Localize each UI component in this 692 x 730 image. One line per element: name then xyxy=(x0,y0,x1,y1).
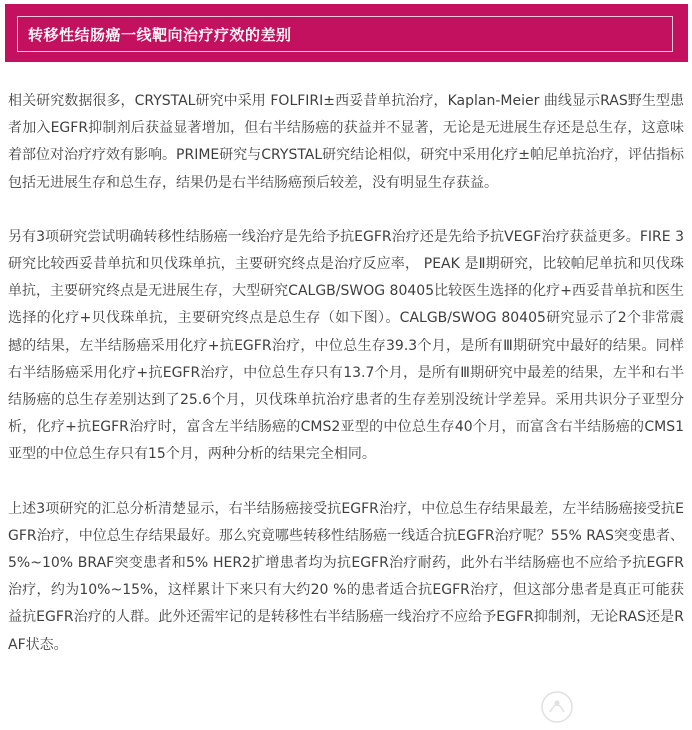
paragraph-3: 上述3项研究的汇总分析清楚显示，右半结肠癌接受抗EGFR治疗，中位总生存结果最差，左半结肠癌接受抗EGFR治疗，中位总生存结果最好。那么究竟哪些转移性结肠癌一线适合抗EGFR治疗呢？55% RAS突变患者、5%~10% BRAF突变患者和5% HER2扩增患者均为抗EGFR治疗耐药，此外右半结肠癌也不应给予抗EGFR治疗，约为10%~15%，这样累计下来只有大约20 %的患者适合抗EGFR治疗，但这部分患者是真正可能获益抗EGFR治疗的人群。此外还需牢记的是转移性右半结肠癌一线治疗不应给予EGFR抑制剂，无论RAS还是RAF状态。 xyxy=(8,500,684,653)
logo-watermark-icon xyxy=(540,690,574,724)
section-title: 转移性结肠癌一线靶向治疗疗效的差别 xyxy=(28,25,292,44)
section-header-frame xyxy=(17,16,673,52)
paragraph-1: 相关研究数据很多，CRYSTAL研究中采用 FOLFIRI±西妥昔单抗治疗，Kaplan-Meier 曲线显示RAS野生型患者加入EGFR抑制剂后获益显著增加，但右半结肠癌的获益并不显著，无论是无进展生存还是总生存，这意味着部位对治疗疗效有影响。PRIME研究与CRYSTAL研究结论相似，研究中采用化疗±帕尼单抗治疗，评估指标包括无进展生存和总生存，结果仍是右半结肠癌预后较差，没有明显生存获益。 xyxy=(8,93,684,191)
article-body xyxy=(8,88,684,686)
paragraph-2: 另有3项研究尝试明确转移性结肠癌一线治疗是先给予抗EGFR治疗还是先给予抗VEGF治疗获益更多。FIRE 3研究比较西妥昔单抗和贝伐珠单抗，主要研究终点是治疗反应率， PEAK 是Ⅱ期研究，比较帕尼单抗和贝伐珠单抗，主要研究终点是无进展生存，大型研究CALGB/SWOG 80405比较医生选择的化疗+西妥昔单抗和医生选择的化疗+贝伐珠单抗，主要研究终点是总生存（如下图）。CALGB/SWOG 80405研究显示了2个非常震撼的结果，左半结肠癌采用化疗+抗EGFR治疗，中位总生存39.3个月，是所有Ⅲ期研究中最好的结果。同样右半结肠癌采用化疗+抗EGFR治疗，中位总生存只有13.7个月，是所有Ⅲ期研究中最差的结果，左半和右半结肠癌的总生存差别达到了25.6个月，贝伐珠单抗治疗患者的生存差别没统计学差异。采用共识分子亚型分析，化疗+抗EGFR治疗时，富含左半结肠癌的CMS2亚型的中位总生存40个月，而富含右半结肠癌的CMS1亚型的中位总生存只有15个月，两种分析的结果完全相同。 xyxy=(8,228,684,463)
section-header-band xyxy=(5,4,688,62)
